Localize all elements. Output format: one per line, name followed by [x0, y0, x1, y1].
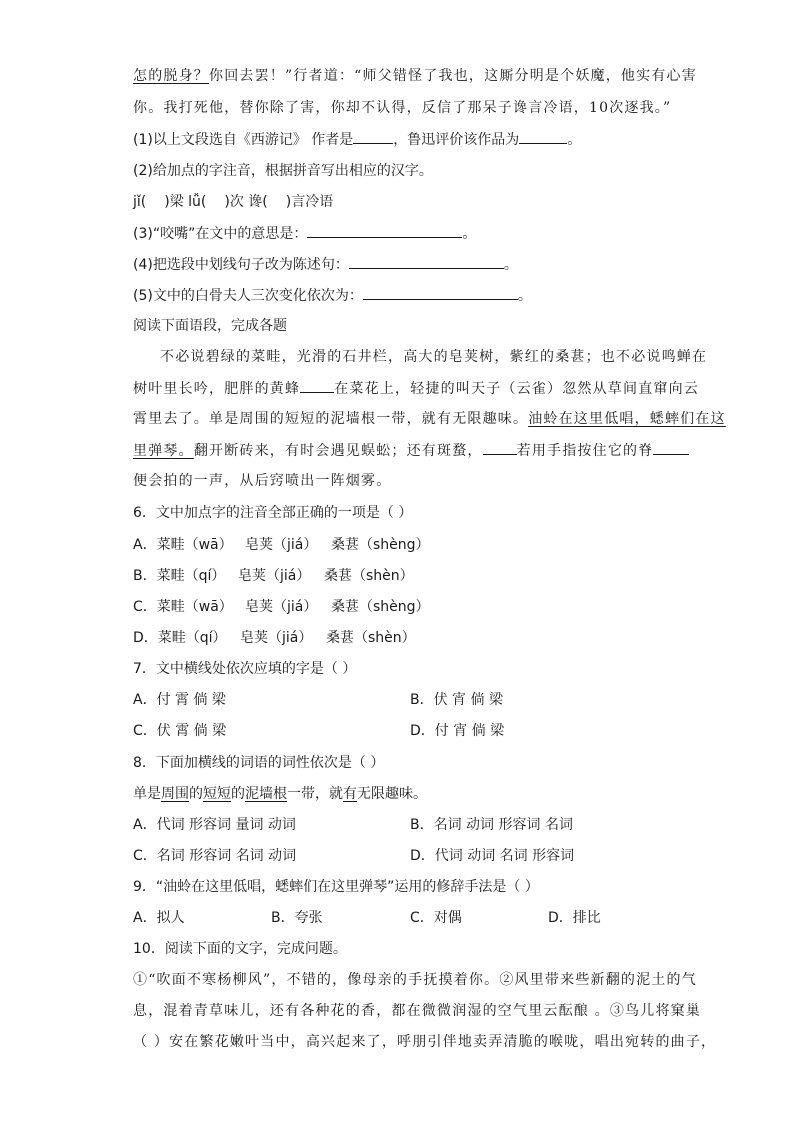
passage-line-1: 不必说碧绿的菜畦，光滑的石井栏，高大的皂荚树，紫红的桑葚；也不必说鸣蝉在: [160, 349, 708, 365]
sub-question-4: (4)把选段中划线句子改为陈述句： 。: [133, 254, 673, 275]
q9-option-b[interactable]: B．夸张: [271, 910, 323, 926]
q10-text-line-3: （ ）安在繁花嫩叶当中，高兴起来了，呼朋引伴地卖弄清脆的喉咙，唱出宛转的曲子，: [133, 1034, 717, 1050]
sub-question-3: (3)“咬嘴”在文中的意思是： 。: [133, 223, 673, 244]
answer-blank[interactable]: [349, 254, 504, 269]
answer-blank[interactable]: [363, 285, 518, 300]
q9-option-c[interactable]: C．对偶: [410, 910, 462, 926]
passage-line-3: 霄里去了。单是周围的短短的泥墙根一带，就有无限趣味。油蛉在这里低唱，蟋蟀们在这: [133, 411, 726, 427]
q8-option-a[interactable]: A．代词 形容词 量词 动词: [133, 817, 296, 833]
q9-option-d[interactable]: D．排比: [548, 910, 601, 926]
sub-question-2: (2)给加点的字注音，根据拼音写出相应的汉字。: [133, 163, 433, 179]
q10-text-line-2: 息，混着青草味儿，还有各种花的香，都在微微润湿的空气里云酝酿 。③鸟儿将窠巢: [133, 1003, 702, 1019]
underlined-sentence: 怎的脱身？: [133, 68, 209, 84]
excerpt-line-1: 怎的脱身？你回去罢！”行者道：“师父错怪了我也，这厮分明是个妖魔，他实有心害: [133, 68, 697, 84]
q8-option-d[interactable]: D．代词 动词 名词 形容词: [410, 848, 575, 864]
sub-question-5: (5)文中的白骨夫人三次变化依次为： 。: [133, 285, 673, 306]
q9-option-a[interactable]: A．拟人: [133, 910, 185, 926]
passage-line-5: 便会拍的一声，从后窍喷出一阵烟雾。: [133, 473, 392, 489]
sub-question-1: (1)以上文段选自《西游记》 作者是 ，鲁迅评价该作品为 。: [133, 129, 673, 150]
question-7-stem: 7．文中横线处依次应填的字是（ ）: [133, 661, 357, 677]
answer-blank[interactable]: [307, 223, 462, 238]
q8-option-c[interactable]: C．名词 形容词 名词 动词: [133, 848, 297, 864]
passage-line-2: 树叶里长吟，肥胖的黄蜂 在菜花上，轻捷的叫天子（云雀）忽然从草间直窜向云: [133, 378, 673, 399]
passage-line-4: 里弹琴。翻开断砖来，有时会遇见蜈蚣；还有斑蝥， 若用手指按住它的脊: [133, 440, 673, 461]
answer-blank[interactable]: [353, 129, 393, 144]
question-6-stem: 6．文中加点字的注音全部正确的一项是（ ）: [133, 505, 413, 521]
question-9-stem: 9．“油蛉在这里低唱，蟋蟀们在这里弹琴”运用的修辞手法是（ ）: [133, 879, 539, 895]
q7-option-b[interactable]: B．伏 宵 倘 梁: [410, 692, 503, 708]
q8-option-b[interactable]: B．名词 动词 形容词 名词: [410, 817, 573, 833]
q7-option-c[interactable]: C．伏 霄 倘 梁: [133, 723, 227, 739]
q10-text-line-1: ①“吹面不寒杨柳风”，不错的，像母亲的手抚摸着你。②风里带来些新翻的泥土的气: [133, 972, 697, 988]
q7-option-a[interactable]: A．付 霄 倘 梁: [133, 692, 226, 708]
reading-title: 阅读下面语段，完成各题: [133, 318, 287, 334]
answer-blank[interactable]: [483, 440, 517, 455]
question-10-stem: 10．阅读下面的文字，完成问题。: [133, 941, 347, 957]
answer-blank[interactable]: [519, 129, 567, 144]
answer-blank[interactable]: [653, 440, 689, 455]
excerpt-line-2: 你。我打死他，替你除了害，你却不认得，反信了那呆子谗言冷语，10次逐我。”: [133, 100, 672, 116]
q8-sentence: 单是周围的短短的泥墙根一带，就有无限趣味。: [133, 786, 427, 802]
question-8-stem: 8．下面加横线的词语的词性依次是（ ）: [133, 755, 385, 771]
exam-page: 怎的脱身？你回去罢！”行者道：“师父错怪了我也，这厮分明是个妖魔，他实有心害 你。我打死他，替你除了害，你却不认得，反信了那呆子谗言冷语，10次逐我。” (1)以上文段选自《西游记》 作者是 ，鲁迅评价该作品为 。 (2)给加点的字注音，根据拼音写出相应的汉字。 jǐ( )梁 lǚ( )次 谗( )言冷语 (3)“咬嘴”在文中的意思是： 。 (4)把选段中划线句子改为陈述句： 。 (5)文中的白骨夫人三次变化依次为： 。 阅读下面语段，完成各题 不必说碧绿的菜畦，光滑的石井栏，高大的皂荚树，紫红的桑葚；也不必说鸣蝉在 树叶里长吟，肥胖的黄蜂 在菜花上，轻捷的叫天子（云雀）忽然从草间直窜向云 霄里去了。单是周围的短短的泥墙根一带，就有无限趣味。油蛉在这里低唱，蟋蟀们在这 里弹琴。翻开断砖来，有时会遇见蜈蚣；还有斑蝥， 若用手指按住它的脊 便会拍的一声，从后窍喷出一阵烟雾。 6．文中加点字的注音全部正确的一项是（ ） A．菜畦（wā） 皂荚（jiá） 桑葚（shèng） B．菜畦（qí） 皂荚（jiá） 桑葚（shèn） C．菜畦（wā） 皂荚（jiá） 桑葚（shèng） D．菜畦（qí） 皂荚（jiá） 桑葚（shèn） 7．文中横线处依次应填的字是（ ） A．付 霄 倘 梁 B．伏 宵 倘 梁 C．伏 霄 倘 梁 D．付 宵 倘 梁 8．下面加横线的词语的词性依次是（ ） 单是周围的短短的泥墙根一带，就有无限趣味。 A．代词 形容词 量词 动词 B．名词 动词 形容词 名词 C．名词 形容词 名词 动词 D．代词 动词 名词 形容词 9．“油蛉在这里低唱，蟋蟀们在这里弹琴”运用的修辞手法是（ ） A．拟人 B．夸张 C．对偶 D．排比 10．阅读下面的文字，完成问题。 ①“吹面不寒杨柳风”，不错的，像母亲的手抚摸着你。②风里带来些新翻的泥土的气 息，混着青草味儿，还有各种花的香，都在微微润湿的空气里云酝酿 。③鸟儿将窠巢 （ ）安在繁花嫩叶当中，高兴起来了，呼朋引伴地卖弄清脆的喉咙，唱出宛转的曲子，: [133, 68, 726, 1050]
answer-blank[interactable]: [300, 378, 334, 393]
q7-option-d[interactable]: D．付 宵 倘 梁: [410, 723, 505, 739]
pinyin-line: jǐ( )梁 lǚ( )次 谗( )言冷语: [133, 194, 334, 210]
